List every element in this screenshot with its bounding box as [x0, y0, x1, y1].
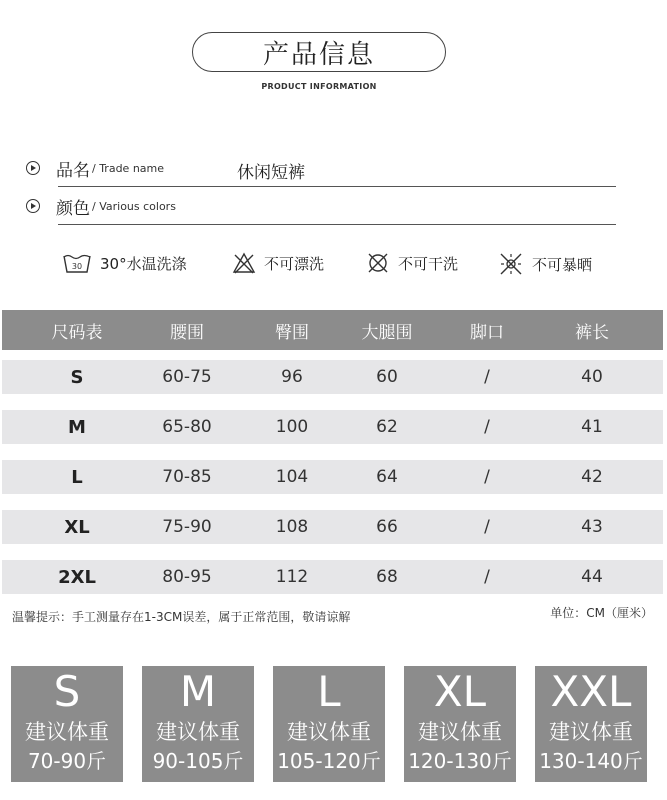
weight-card-label: 建议体重: [418, 720, 502, 744]
color-row: [26, 194, 176, 218]
cell-thigh: 64: [376, 467, 398, 487]
table-row: [2, 510, 663, 544]
cell-size: L: [71, 466, 83, 488]
weight-card-s: [11, 666, 123, 782]
weight-card-label: 建议体重: [287, 720, 371, 744]
size-table-header: [2, 310, 663, 350]
header-title-pill: [192, 32, 446, 72]
weight-card-size: XL: [433, 667, 487, 716]
care-item: [366, 252, 458, 274]
play-circle-icon: [26, 199, 40, 213]
cell-waist: 75-90: [162, 517, 212, 537]
page-subtitle: PRODUCT INFORMATION: [261, 82, 377, 91]
column-header-leg-opening: 脚口: [470, 322, 504, 343]
wash-30-icon: [62, 252, 92, 274]
cell-hip: 104: [275, 467, 309, 487]
column-header-thigh: 大腿围: [361, 322, 413, 343]
cell-length: 40: [581, 367, 603, 387]
cell-length: 41: [581, 417, 603, 437]
column-header-length: 裤长: [575, 322, 609, 343]
cell-hip: 108: [275, 517, 309, 537]
trade-name-value: 休闲短裤: [237, 163, 305, 183]
trade-name-label: 品名: [56, 160, 90, 181]
weight-card-range: 120-130斤: [408, 749, 512, 773]
play-circle-icon: [26, 161, 40, 175]
cell-waist: 70-85: [162, 467, 212, 487]
care-label: 30°水温洗涤: [100, 254, 187, 273]
measurement-tip: 温馨提示：手工测量存在1-3CM误差，属于正常范围，敬请谅解: [12, 610, 351, 624]
weight-card-label: 建议体重: [549, 720, 633, 744]
divider: [58, 186, 616, 187]
column-header-size: 尺码表: [51, 322, 103, 343]
weight-card-xl: [404, 666, 516, 782]
care-item: [498, 252, 592, 276]
weight-card-range: 105-120斤: [277, 749, 381, 773]
care-label: 不可漂洗: [264, 254, 325, 273]
table-row: [2, 360, 663, 394]
cell-size: M: [68, 416, 86, 438]
care-label: 不可干洗: [398, 254, 459, 273]
trade-name-row: [26, 156, 164, 180]
column-header-waist: 腰围: [170, 322, 204, 343]
cell-length: 44: [581, 567, 603, 587]
cell-leg-opening: /: [484, 517, 490, 537]
care-item: [232, 252, 324, 274]
unit-note: 单位：CM（厘米）: [550, 606, 653, 620]
weight-card-range: 90-105斤: [152, 749, 244, 773]
divider: [58, 224, 616, 225]
weight-card-size: M: [179, 667, 217, 716]
column-header-hip: 臀围: [275, 322, 309, 343]
cell-waist: 60-75: [162, 367, 212, 387]
table-row: [2, 460, 663, 494]
cell-leg-opening: /: [484, 367, 490, 387]
cell-thigh: 66: [376, 517, 398, 537]
cell-size: S: [70, 366, 84, 388]
care-label: 不可暴晒: [532, 255, 593, 274]
weight-card-l: [273, 666, 385, 782]
no-bleach-icon: [232, 252, 256, 274]
weight-card-m: [142, 666, 254, 782]
cell-size: 2XL: [58, 566, 96, 588]
page-title: 产品信息: [262, 39, 375, 70]
cell-waist: 80-95: [162, 567, 212, 587]
weight-card-range: 70-90斤: [27, 749, 107, 773]
cell-waist: 65-80: [162, 417, 212, 437]
cell-length: 42: [581, 467, 603, 487]
color-sub: / Various colors: [92, 199, 176, 213]
weight-card-size: L: [317, 667, 341, 716]
table-row: [2, 560, 663, 594]
weight-card-xxl: [535, 666, 647, 782]
cell-hip: 112: [275, 567, 309, 587]
cell-thigh: 62: [376, 417, 398, 437]
weight-card-size: XXL: [550, 667, 632, 716]
cell-thigh: 60: [376, 367, 398, 387]
weight-card-label: 建议体重: [25, 720, 109, 744]
weight-card-range: 130-140斤: [539, 749, 643, 773]
cell-leg-opening: /: [484, 567, 490, 587]
cell-leg-opening: /: [484, 467, 490, 487]
weight-card-label: 建议体重: [156, 720, 240, 744]
care-instructions: [0, 250, 667, 280]
svg-text:30: 30: [71, 262, 83, 271]
weight-card-size: S: [53, 667, 81, 716]
color-label: 颜色: [56, 198, 90, 219]
cell-hip: 100: [275, 417, 309, 437]
care-item: [62, 252, 187, 274]
table-row: [2, 410, 663, 444]
trade-name-sub: / Trade name: [92, 161, 165, 175]
cell-leg-opening: /: [484, 417, 490, 437]
cell-size: XL: [64, 516, 90, 538]
cell-thigh: 68: [376, 567, 398, 587]
no-sun-dry-icon: [498, 252, 524, 276]
cell-hip: 96: [281, 367, 303, 387]
cell-length: 43: [581, 517, 603, 537]
no-dry-clean-icon: [366, 252, 390, 274]
